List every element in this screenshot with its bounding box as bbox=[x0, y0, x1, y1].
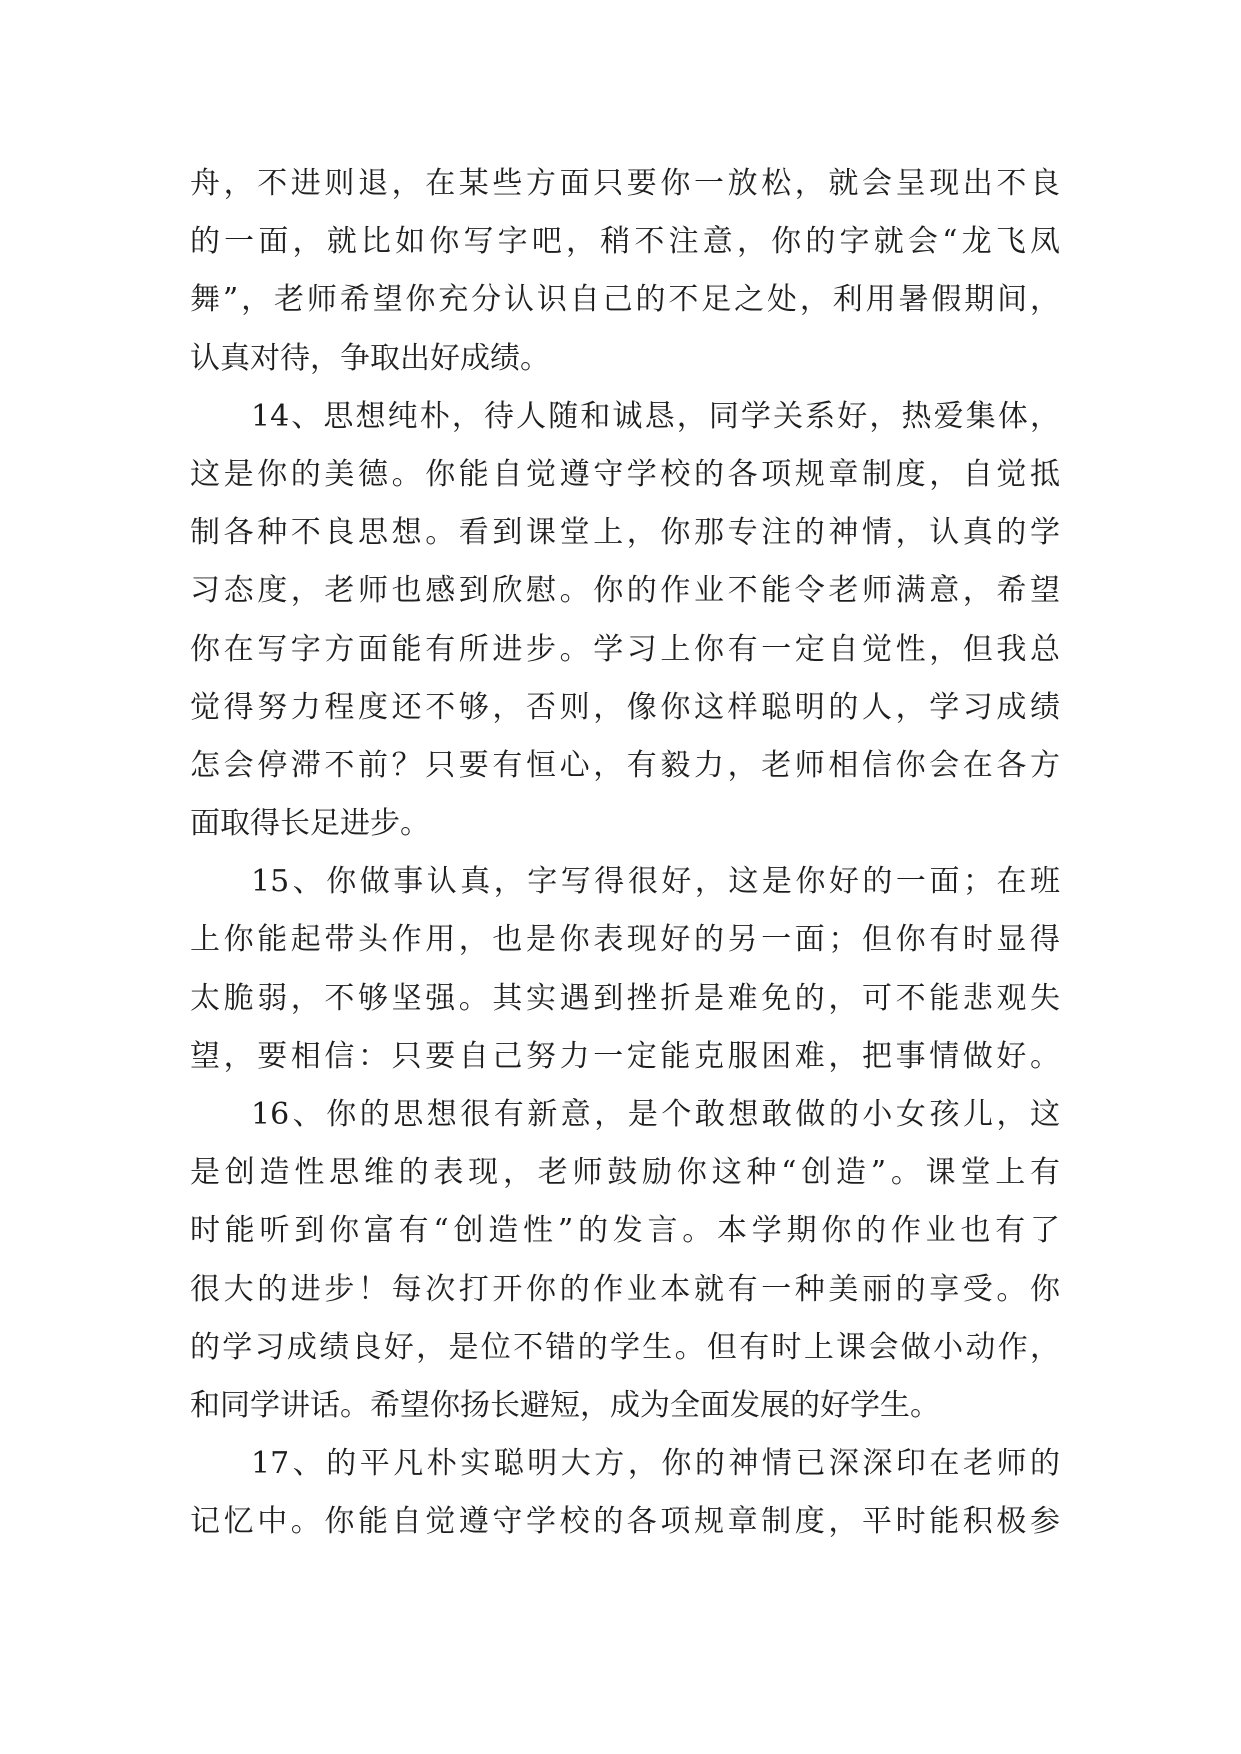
document-body bbox=[190, 155, 1060, 1552]
text-line: 面取得长足进步。 bbox=[190, 806, 430, 842]
text-line: 上你能起带头作用，也是你表现好的另一面；但你有时显得 bbox=[190, 922, 1060, 958]
paragraph-first-line: 17、的平凡朴实聪明大方，你的神情已深深印在老师的 bbox=[251, 1446, 1060, 1482]
text-line: 的学习成绩良好，是位不错的学生。但有时上课会做小动作， bbox=[190, 1329, 1060, 1365]
text-line: 舞”，老师希望你充分认识自己的不足之处，利用暑假期间， bbox=[190, 282, 1060, 318]
text-line: 舟，不进则退，在某些方面只要你一放松，就会呈现出不良 bbox=[190, 166, 1060, 201]
text-line: 时能听到你富有“创造性”的发言。本学期你的作业也有了 bbox=[190, 1213, 1060, 1249]
paragraph-first-line: 14、思想纯朴，待人随和诚恳，同学关系好，热爱集体， bbox=[251, 398, 1060, 434]
text-line: 怎会停滞不前？只要有恒心，有毅力，老师相信你会在各方 bbox=[190, 747, 1060, 783]
text-line: 太脆弱，不够坚强。其实遇到挫折是难免的，可不能悲观失 bbox=[190, 980, 1060, 1016]
paragraph-first-line: 16、你的思想很有新意，是个敢想敢做的小女孩儿，这 bbox=[251, 1097, 1060, 1132]
text-line: 觉得努力程度还不够，否则，像你这样聪明的人，学习成绩 bbox=[190, 689, 1060, 725]
text-line: 这是你的美德。你能自觉遵守学校的各项规章制度，自觉抵 bbox=[190, 456, 1060, 492]
text-line: 记忆中。你能自觉遵守学校的各项规章制度，平时能积极参 bbox=[190, 1504, 1060, 1540]
text-line: 的一面，就比如你写字吧，稍不注意，你的字就会“龙飞凤 bbox=[190, 224, 1060, 260]
text-line: 习态度，老师也感到欣慰。你的作业不能令老师满意，希望 bbox=[190, 573, 1060, 609]
text-line: 望，要相信：只要自己努力一定能克服困难，把事情做好。 bbox=[190, 1038, 1060, 1074]
text-line: 是创造性思维的表现，老师鼓励你这种“创造”。课堂上有 bbox=[190, 1155, 1060, 1191]
text-line: 你在写字方面能有所进步。学习上你有一定自觉性，但我总 bbox=[190, 631, 1060, 667]
text-line: 很大的进步！每次打开你的作业本就有一种美丽的享受。你 bbox=[190, 1271, 1060, 1307]
paragraph-first-line: 15、你做事认真，字写得很好，这是你好的一面；在班 bbox=[251, 864, 1060, 900]
text-line: 认真对待，争取出好成绩。 bbox=[190, 340, 550, 376]
text-line: 和同学讲话。希望你扬长避短，成为全面发展的好学生。 bbox=[190, 1387, 940, 1423]
text-line: 制各种不良思想。看到课堂上，你那专注的神情，认真的学 bbox=[190, 515, 1060, 551]
